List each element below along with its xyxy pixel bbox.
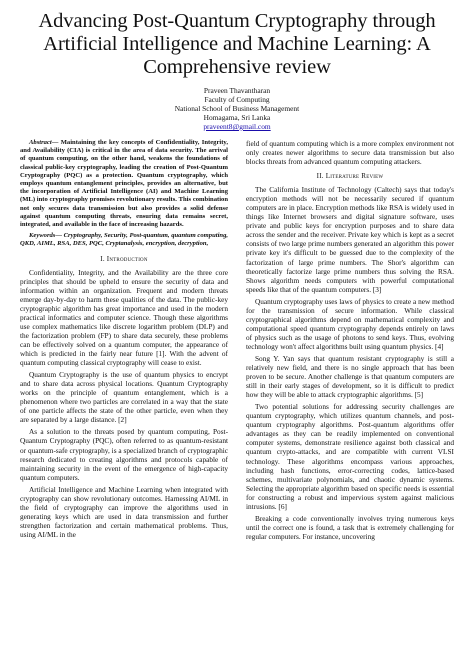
literature-paragraph: Breaking a code conventionally involves trying numerous keys until the correct one is found, a task that is extremely challenging for regular computers. For instance, uncovering <box>246 513 454 541</box>
literature-paragraph: Two potential solutions for addressing security challenges are quantum cryptography, which utilizes quantum channels, and post-quantum cryptography algorithms. Post-quantum algorithms offer advantages as they can be readily implemented on conventional computer systems, demonstrate resilience against both classical and quantum crypto-attacks, and are compatible with current VLSI technology. These algorithms encompass various approaches, including hash functions, error-correcting codes, lattice-based schemes, multivariate polynomials, and chaotic dynamic systems. Selecting the appropriate algorithm based on specific needs is essential for constructing a robust and impervious system against malicious intrusions. [6] <box>246 402 454 511</box>
keywords-dash: — <box>55 232 62 240</box>
section-heading-introduction: I. Introduction <box>100 254 148 263</box>
literature-paragraph: Quantum cryptography uses laws of physics to create a new method for the transmission of secure information. While classical cryptographical algorithms depend on mathematical complexity and computational speed quantum cryptography depends entirely on laws of physics such as the usage of photons to send keys. Thus, evolving technology won't affect algorithms built using quantum physics. [4] <box>246 296 454 351</box>
abstract <box>20 139 228 229</box>
keywords-lead: Keywords <box>29 232 56 240</box>
keywords-text: Cryptography, Security, Post-quantum, quantum computing, QKD, AIML, RSA, DES, PQC, Cryptanalysis, encryption, decryption, <box>20 232 229 248</box>
author-institution: National School of Business Management <box>174 104 300 113</box>
section-heading-literature-review: II. Literature Review <box>316 172 384 181</box>
author-name: Praveen Thavantharan <box>203 86 271 95</box>
intro-paragraph: Artificial Intelligence and Machine Learning when integrated with cryptography can show revolutionary outcomes. Harnessing AI/ML in the field of cryptography can improve the algorithms used in generating keys which are used in data transmission and further strengthen factorization and certain mathematical problems. Thus, using AI/ML in the <box>20 484 228 539</box>
author-email-link[interactable]: praveent8@gmail.com <box>203 122 271 131</box>
author-dept: Faculty of Computing <box>204 95 270 104</box>
abstract-lead: Abstract <box>29 139 52 146</box>
right-column <box>246 139 454 544</box>
keywords <box>20 232 228 248</box>
author-block <box>20 86 454 131</box>
abstract-text: Maintaining the key concepts of Confidentiality, Integrity, and Availability (CIA) is critical in the area of data security. The arrival of quantum computing, on the other hand, weakens the foundations of classical public-key cryptography, leading the creation of Post-Quantum Cryptography (PQC) as a protection. Quantum cryptography, which employs quantum entanglement principles, provides an alternative, but the incorporation of Artificial Intelligence (AI) and Machine Learning (ML) into cryptography promises revolutionary results. This combination not only secures data transmission but also provides a solid defense against quantum computing threats, ensuring data remains secret, integrated, and available in the face of increasing hazards. <box>20 139 228 229</box>
intro-continuation-paragraph: field of quantum computing which is a more complex environment not only creates newer algorithms to secure data transmission but also blocks threats from advanced quantum computing attackers. <box>246 139 454 167</box>
two-column-body <box>20 139 454 544</box>
intro-paragraph: Confidentiality, Integrity, and the Availability are the three core principles that should be upheld to ensure the security of data and information within an organization. Frequent and modern threats emerge day-by-day to harm these qualities of the data. The public-key cryptographic algorithm has great importance and used in the modern practical informatics and computer science. Though these algorithms use complex mathematics like discrete logarithm problem (DLP) and the factorization problem (FP) to share data securely, these problems can be effectively solved on a quantum computer, the appearance of which is predicted in the fairly near future [1]. With the advent of quantum computing classical cryptography will cease to exist. <box>20 267 228 368</box>
paper-title: Advancing Post-Quantum Cryptography through Artificial Intelligence and Machine Learning: A Comprehensive review <box>38 10 436 78</box>
literature-paragraph: Song Y. Yan says that quantum resistant cryptography is still a relatively new field, and there is no single approach that has been proven to be secure. Another challenge is that quantum computers are still in their early stages of development, so it is difficult to predict how they will be able to attack cryptographic algorithms. [5] <box>246 353 454 400</box>
left-column <box>20 139 228 544</box>
intro-paragraph: As a solution to the threats posed by quantum computing, Post-Quantum Cryptography (PQC), often referred to as quantum-resistant or quantum-safe cryptography, is a specialized branch of cryptographic research dedicated to creating algorithms and protocols capable of maintaining security in the event of the emergence of high-capacity quantum computers. <box>20 427 228 482</box>
intro-paragraph: Quantum Cryptography is the use of quantum physics to encrypt and to share data across physical locations. Quantum Cryptography works on the principle of quantum entanglement, which is a phenomenon where two particles are correlated in a way that the state of one particle affects the state of the other particle, even when they are separated by a large distance. [2] <box>20 370 228 425</box>
literature-paragraph: The California Institute of Technology (Caltech) says that today's encryption methods will not be necessarily secured if quantum computers are in place. Encryption methods like RSA is widely used in things like Internet browsers and digital signature software, uses private and public keys for encryption purposes and to share data across the sender and the receiver. Private key which is kept as a secret consists of two large prime numbers generated an algorithm this power private key it's difficult to be guessed due to the complexity of the factorization of large prime numbers. The Shor's algorithm can theoretically factorize large prime numbers thus solving the RSA. Shows algorithm needs computers with powerful computational speeds like that of the quantum computers. [3] <box>246 185 454 294</box>
abstract-dash: — <box>51 139 59 146</box>
author-location: Homagama, Sri Lanka <box>203 113 271 122</box>
